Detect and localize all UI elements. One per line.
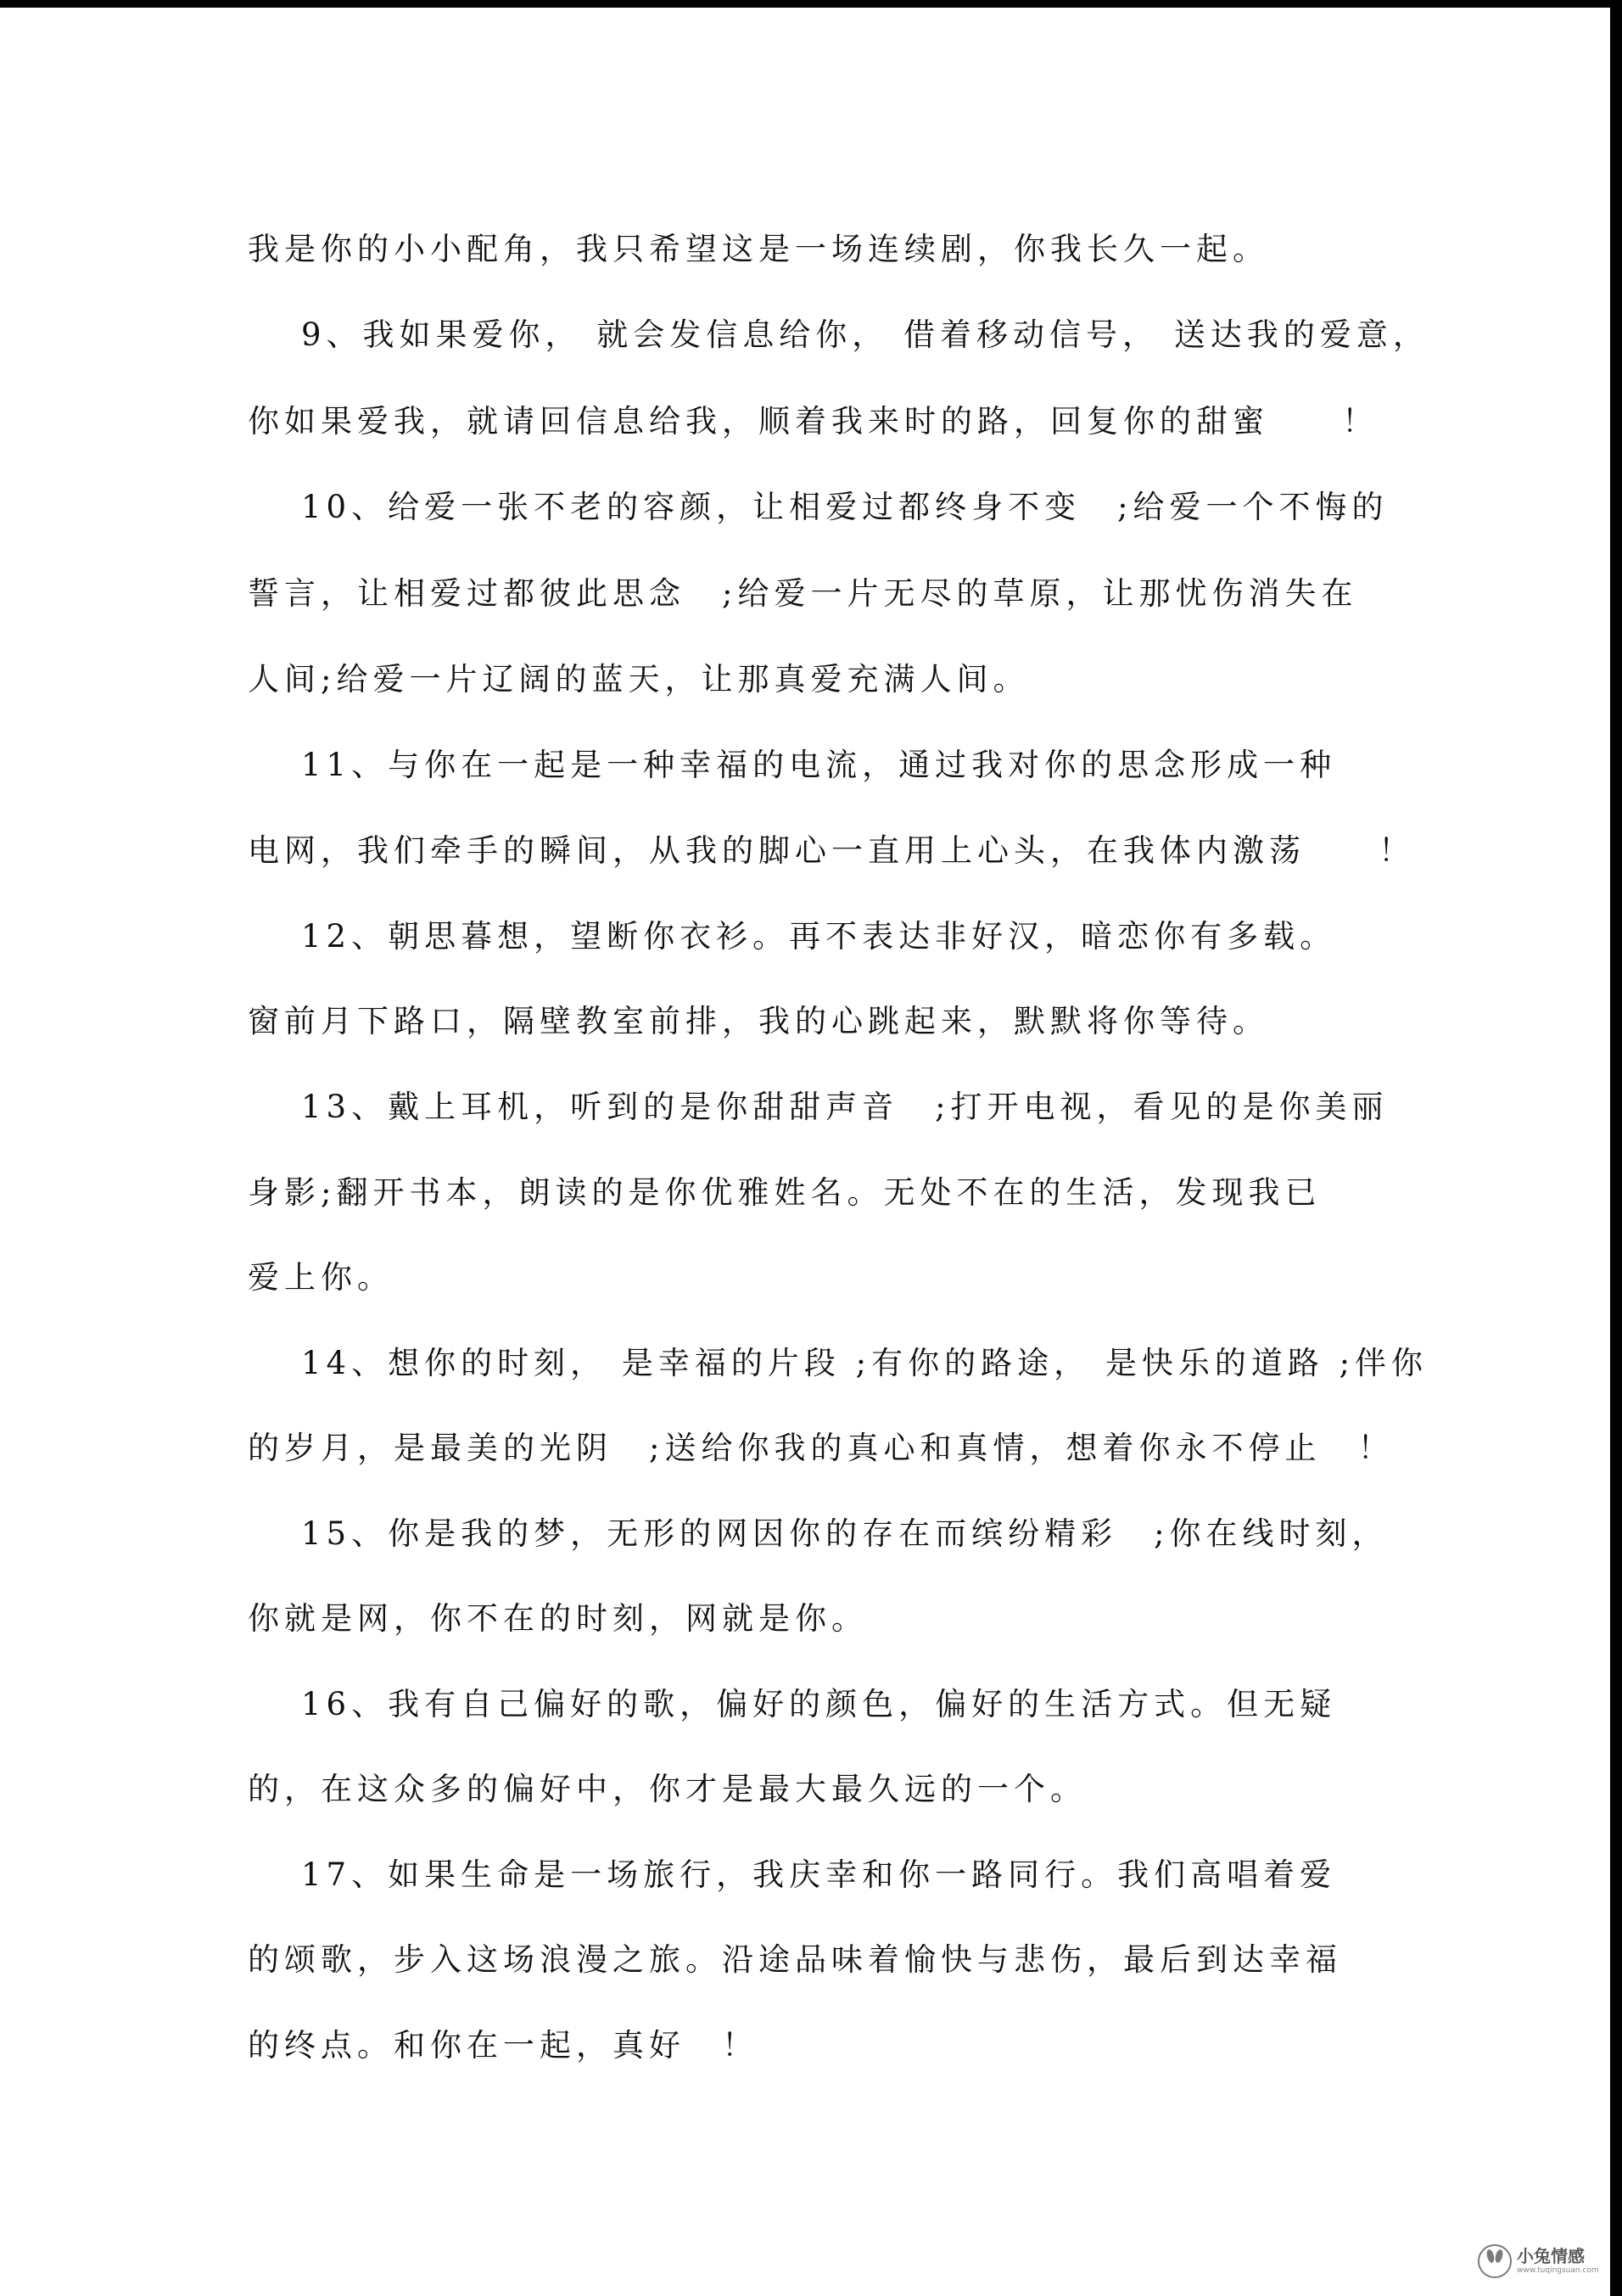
text-line: 身影;翻开书本，朗读的是你优雅姓名。无处不在的生活，发现我已 [248,1174,1322,1211]
text-line: 我是你的小小配角，我只希望这是一场连续剧，你我长久一起。 [248,231,1269,267]
text-line: 电网，我们牵手的瞬间，从我的脚心一直用上心头，在我体内激荡 ！ [248,832,1415,869]
page-frame-top [0,0,1622,8]
text-line: 10、给爱一张不老的容颜，让相爱过都终身不变 ;给爱一个不悔的 [301,489,1389,525]
watermark [1478,2242,1605,2281]
page-frame-right [1610,0,1622,2296]
text-line: 的，在这众多的偏好中，你才是最大最久远的一个。 [248,1771,1087,1807]
document-page [0,8,1610,2296]
text-line: 的岁月，是最美的光阴 ;送给你我的真心和真情，想着你永不停止 ！ [248,1430,1395,1466]
text-line: 12、朝思暮想，望断你衣衫。再不表达非好汉，暗恋你有多载。 [301,918,1337,955]
text-line: 你就是网，你不在的时刻，网就是你。 [248,1600,868,1637]
text-line: 的颂歌，步入这场浪漫之旅。沿途品味着愉快与悲伤，最后到达幸福 [248,1941,1342,1978]
text-line: 11、与你在一起是一种幸福的电流，通过我对你的思念形成一种 [301,747,1337,783]
text-line: 你如果爱我，就请回信息给我，顺着我来时的路，回复你的甜蜜 ！ [248,403,1379,440]
text-line: 13、戴上耳机，听到的是你甜甜声音 ;打开电视，看见的是你美丽 [301,1089,1389,1125]
text-line: 人间;给爱一片辽阔的蓝天，让那真爱充满人间。 [248,661,1030,697]
text-line: 爱上你。 [248,1259,394,1296]
rabbit-logo-icon [1478,2244,1512,2278]
text-line: 誓言，让相爱过都彼此思念 ;给爱一片无尽的草原，让那忧伤消失在 [248,575,1358,612]
watermark-url: www.tuqingsuan.com [1517,2266,1599,2275]
text-line: 9、我如果爱你， 就会发信息给你， 借着移动信号， 送达我的爱意， [301,316,1429,353]
watermark-text [1517,2247,1599,2276]
watermark-title: 小兔情感 [1517,2246,1585,2266]
text-line: 17、如果生命是一场旅行，我庆幸和你一路同行。我们高唱着爱 [301,1856,1337,1893]
text-line: 的终点。和你在一起，真好 ！ [248,2027,758,2064]
text-line: 15、你是我的梦，无形的网因你的存在而缤纷精彩 ;你在线时刻， [301,1515,1389,1552]
text-line: 窗前月下路口，隔壁教室前排，我的心跳起来，默默将你等待。 [248,1003,1269,1039]
text-line: 16、我有自己偏好的歌，偏好的颜色，偏好的生活方式。但无疑 [301,1686,1337,1722]
text-line: 14、想你的时刻， 是幸福的片段 ;有你的路途， 是快乐的道路 ;伴你 [301,1345,1429,1381]
